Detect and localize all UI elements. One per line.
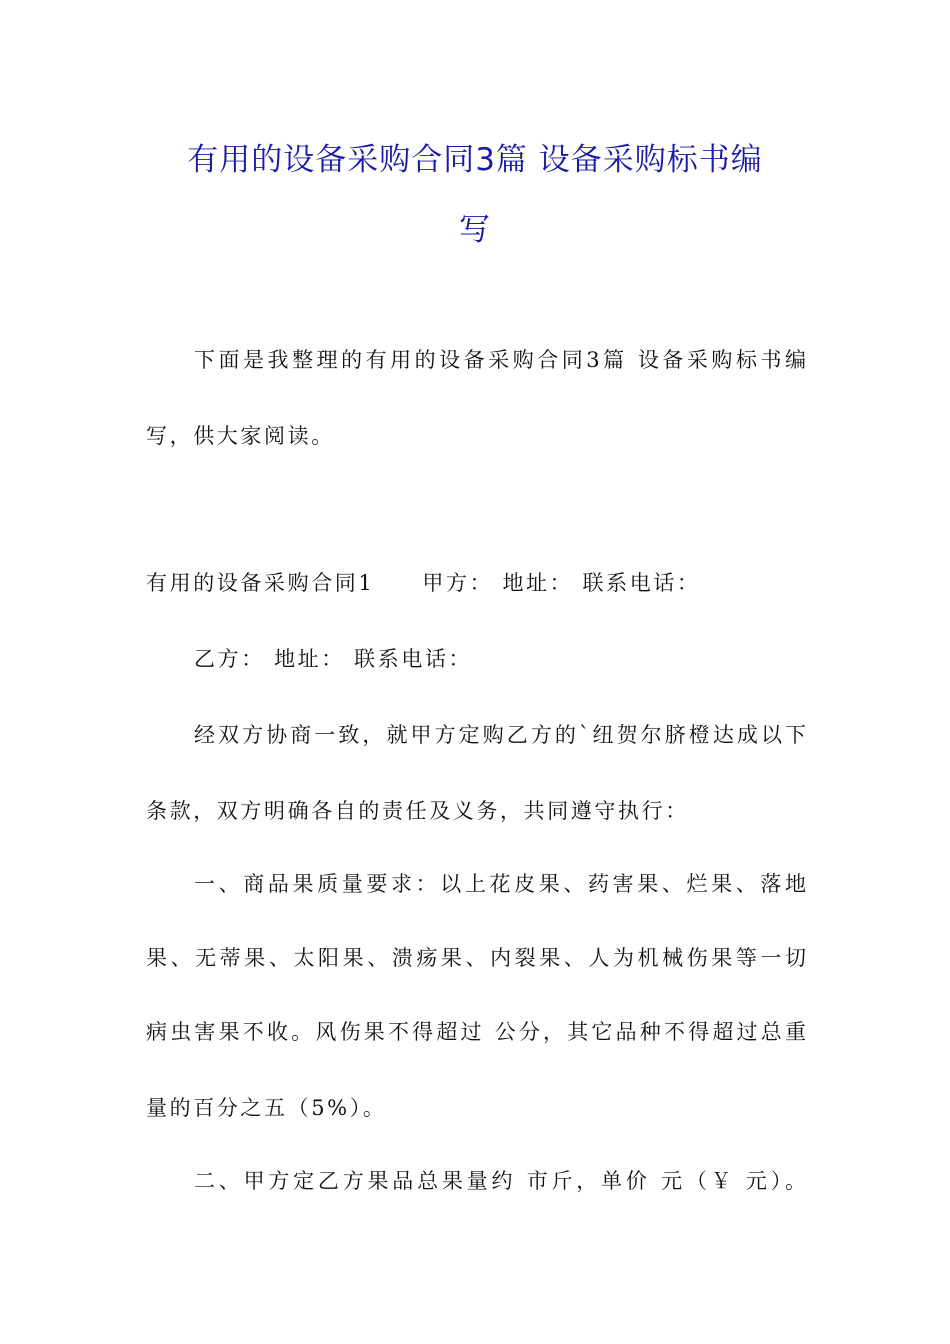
- party-a-info: 甲方： 地址： 联系电话：: [422, 571, 701, 595]
- intro-paragraph-line-2: 写，供大家阅读。: [146, 424, 335, 448]
- party-b-info: 乙方： 地址： 联系电话：: [194, 647, 473, 671]
- clause-1-line-4: 量的百分之五（5%）。: [146, 1096, 387, 1120]
- document-title-line-2: 写: [459, 212, 491, 248]
- contract-heading-row: [146, 568, 806, 598]
- document-title-line-1: 有用的设备采购合同3篇 设备采购标书编: [187, 142, 763, 178]
- paragraph-1-line-2: 条款，双方明确各自的责任及义务，共同遵守执行：: [146, 799, 689, 823]
- clause-2-line-1: 二、甲方定乙方果品总果量约 市斤，单价 元（￥ 元）。: [194, 1169, 806, 1193]
- paragraph-1-line-1: 经双方协商一致，就甲方定购乙方的`纽贺尔脐橙达成以下: [194, 723, 806, 747]
- clause-1-line-2: 果、无蒂果、太阳果、溃疡果、内裂果、人为机械伤果等一切: [146, 946, 806, 970]
- clause-1-line-3: 病虫害果不收。风伤果不得超过 公分，其它品种不得超过总重: [146, 1020, 806, 1044]
- contract-heading: 有用的设备采购合同1: [146, 571, 375, 595]
- intro-paragraph-line-1: 下面是我整理的有用的设备采购合同3篇 设备采购标书编: [194, 348, 806, 372]
- clause-1-line-1: 一、商品果质量要求：以上花皮果、药害果、烂果、落地: [194, 872, 806, 896]
